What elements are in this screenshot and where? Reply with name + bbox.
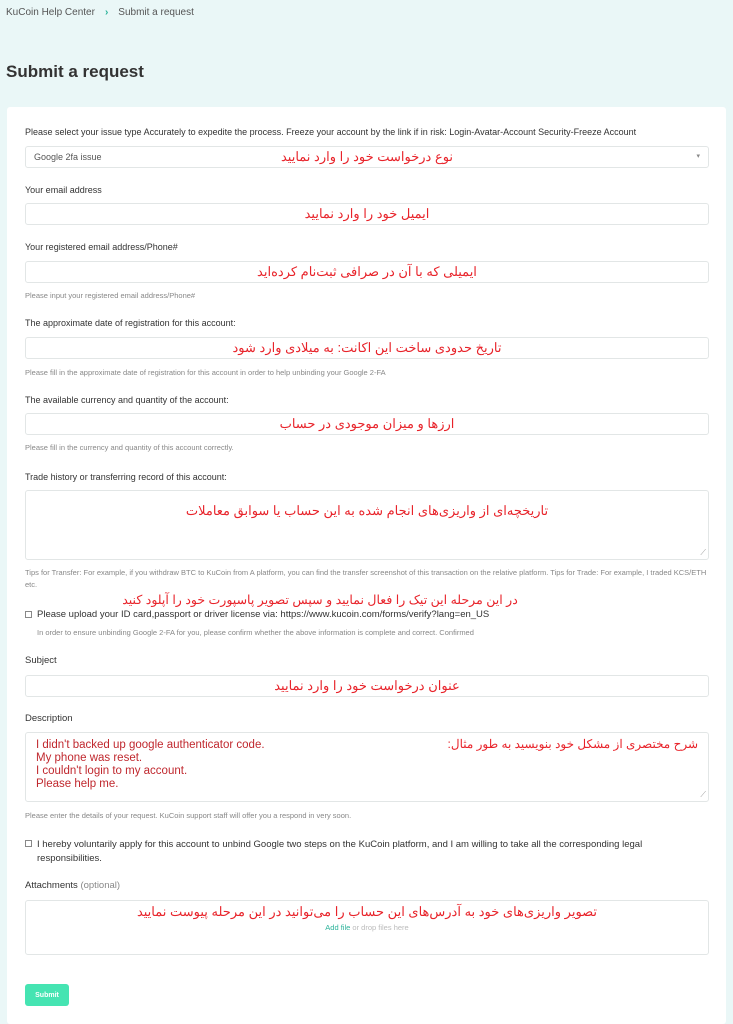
add-file-link[interactable]: Add file <box>325 923 351 932</box>
issue-type-annotation: نوع درخواست خود را وارد نمایید <box>280 149 454 164</box>
agreement-label: I hereby voluntarily apply for this account to unbind Google two steps on the KuCoin platform, and I am willing to take all the corresponding legal responsibilities. <box>37 839 643 864</box>
drop-files-text: or drop files here <box>352 923 409 932</box>
upload-id-label: Please upload your ID card,passport or driver license via: https://www.kucoin.com/forms/verify?lang=en_US <box>37 609 490 620</box>
trade-history-hint: Tips for Transfer: For example, if you withdraw BTC to KuCoin from A platform, you can find the transfer screenshot of this transaction on the relative platform. Tips for Trade: For example, I traded KCS/ETH etc. <box>25 568 707 589</box>
trade-history-textarea[interactable] <box>25 490 709 560</box>
trade-history-label: Trade history or transferring record of this account: <box>25 472 227 482</box>
description-line: Please help me. <box>36 778 119 790</box>
subject-input[interactable] <box>25 675 709 697</box>
attachments-optional: (optional) <box>80 880 121 891</box>
submit-button[interactable]: Submit <box>25 984 69 1006</box>
reg-date-input[interactable] <box>25 337 709 359</box>
reg-date-annotation: تاریخ حدودی ساخت این اکانت: به میلادی وارد شود <box>232 340 502 355</box>
email-label: Your email address <box>25 185 102 195</box>
issue-type-select[interactable] <box>25 146 709 168</box>
attachments-annotation: تصویر واریزی‌های خود به آدرس‌های این حساب را می‌توانید در این مرحله پیوست نمایید <box>136 904 598 919</box>
description-text <box>36 739 265 791</box>
trade-history-annotation: تاریخچه‌ای از واریزی‌های انجام شده به این حساب یا سوابق معاملات <box>185 503 549 518</box>
breadcrumb-current: Submit a request <box>118 7 194 18</box>
chevron-right-icon: › <box>104 7 109 18</box>
description-label: Description <box>25 713 73 724</box>
page-title: Submit a request <box>6 62 144 81</box>
issue-type-label: Please select your issue type Accurately to expedite the process. Freeze your account by the link if in risk: Login-Avatar-Account Security-Freeze Account <box>25 127 637 137</box>
email-input[interactable] <box>25 203 709 225</box>
attachments-dropzone[interactable] <box>25 900 709 955</box>
agreement-checkbox[interactable] <box>25 840 32 847</box>
registered-email-hint: Please input your registered email address/Phone# <box>25 291 196 300</box>
resize-grip-icon[interactable]: ⟋ <box>700 548 706 557</box>
attachments-label-text: Attachments <box>25 880 78 891</box>
upload-id-annotation: در این مرحله این تیک را فعال نمایید و سپس تصویر پاسپورت خود را آپلود کنید <box>122 593 518 607</box>
currency-annotation: ارزها و میزان موجودی در حساب <box>279 416 455 431</box>
description-line: I didn't backed up google authenticator code. <box>36 739 265 751</box>
email-annotation: ایمیل خود را وارد نمایید <box>304 206 430 221</box>
chevron-down-icon: ▾ <box>696 153 700 160</box>
description-line: My phone was reset. <box>36 752 143 764</box>
registered-email-input[interactable] <box>25 261 709 283</box>
drop-text <box>26 923 708 932</box>
issue-type-value: Google 2fa issue <box>34 152 102 162</box>
registered-email-label: Your registered email address/Phone# <box>25 242 178 252</box>
breadcrumb <box>6 7 194 18</box>
description-hint: Please enter the details of your request. KuCoin support staff will offer you a respond in very soon. <box>25 811 352 820</box>
currency-label: The available currency and quantity of the account: <box>25 395 229 405</box>
subject-annotation: عنوان درخواست خود را وارد نمایید <box>274 678 460 693</box>
breadcrumb-home-link[interactable]: KuCoin Help Center <box>6 7 95 18</box>
currency-hint: Please fill in the currency and quantity of this account correctly. <box>25 443 234 452</box>
upload-id-checkbox[interactable] <box>25 611 32 618</box>
reg-date-hint: Please fill in the approximate date of registration for this account in order to help unbinding your Google 2-FA <box>25 368 386 377</box>
subject-label: Subject <box>25 655 57 666</box>
registered-email-annotation: ایمیلی که با آن در صرافی ثبت‌نام کرده‌اید <box>257 264 477 279</box>
description-line: I couldn't login to my account. <box>36 765 188 777</box>
description-annotation: شرح مختصری از مشکل خود بنویسید به طور مثال: <box>447 737 698 751</box>
description-textarea[interactable] <box>25 732 709 802</box>
upload-id-hint: In order to ensure unbinding Google 2-FA for you, please confirm whether the above information is complete and correct. Confirmed <box>37 628 474 637</box>
resize-grip-icon[interactable]: ⟋ <box>700 790 706 799</box>
attachments-label <box>25 880 120 891</box>
currency-input[interactable] <box>25 413 709 435</box>
reg-date-label: The approximate date of registration for this account: <box>25 318 236 328</box>
